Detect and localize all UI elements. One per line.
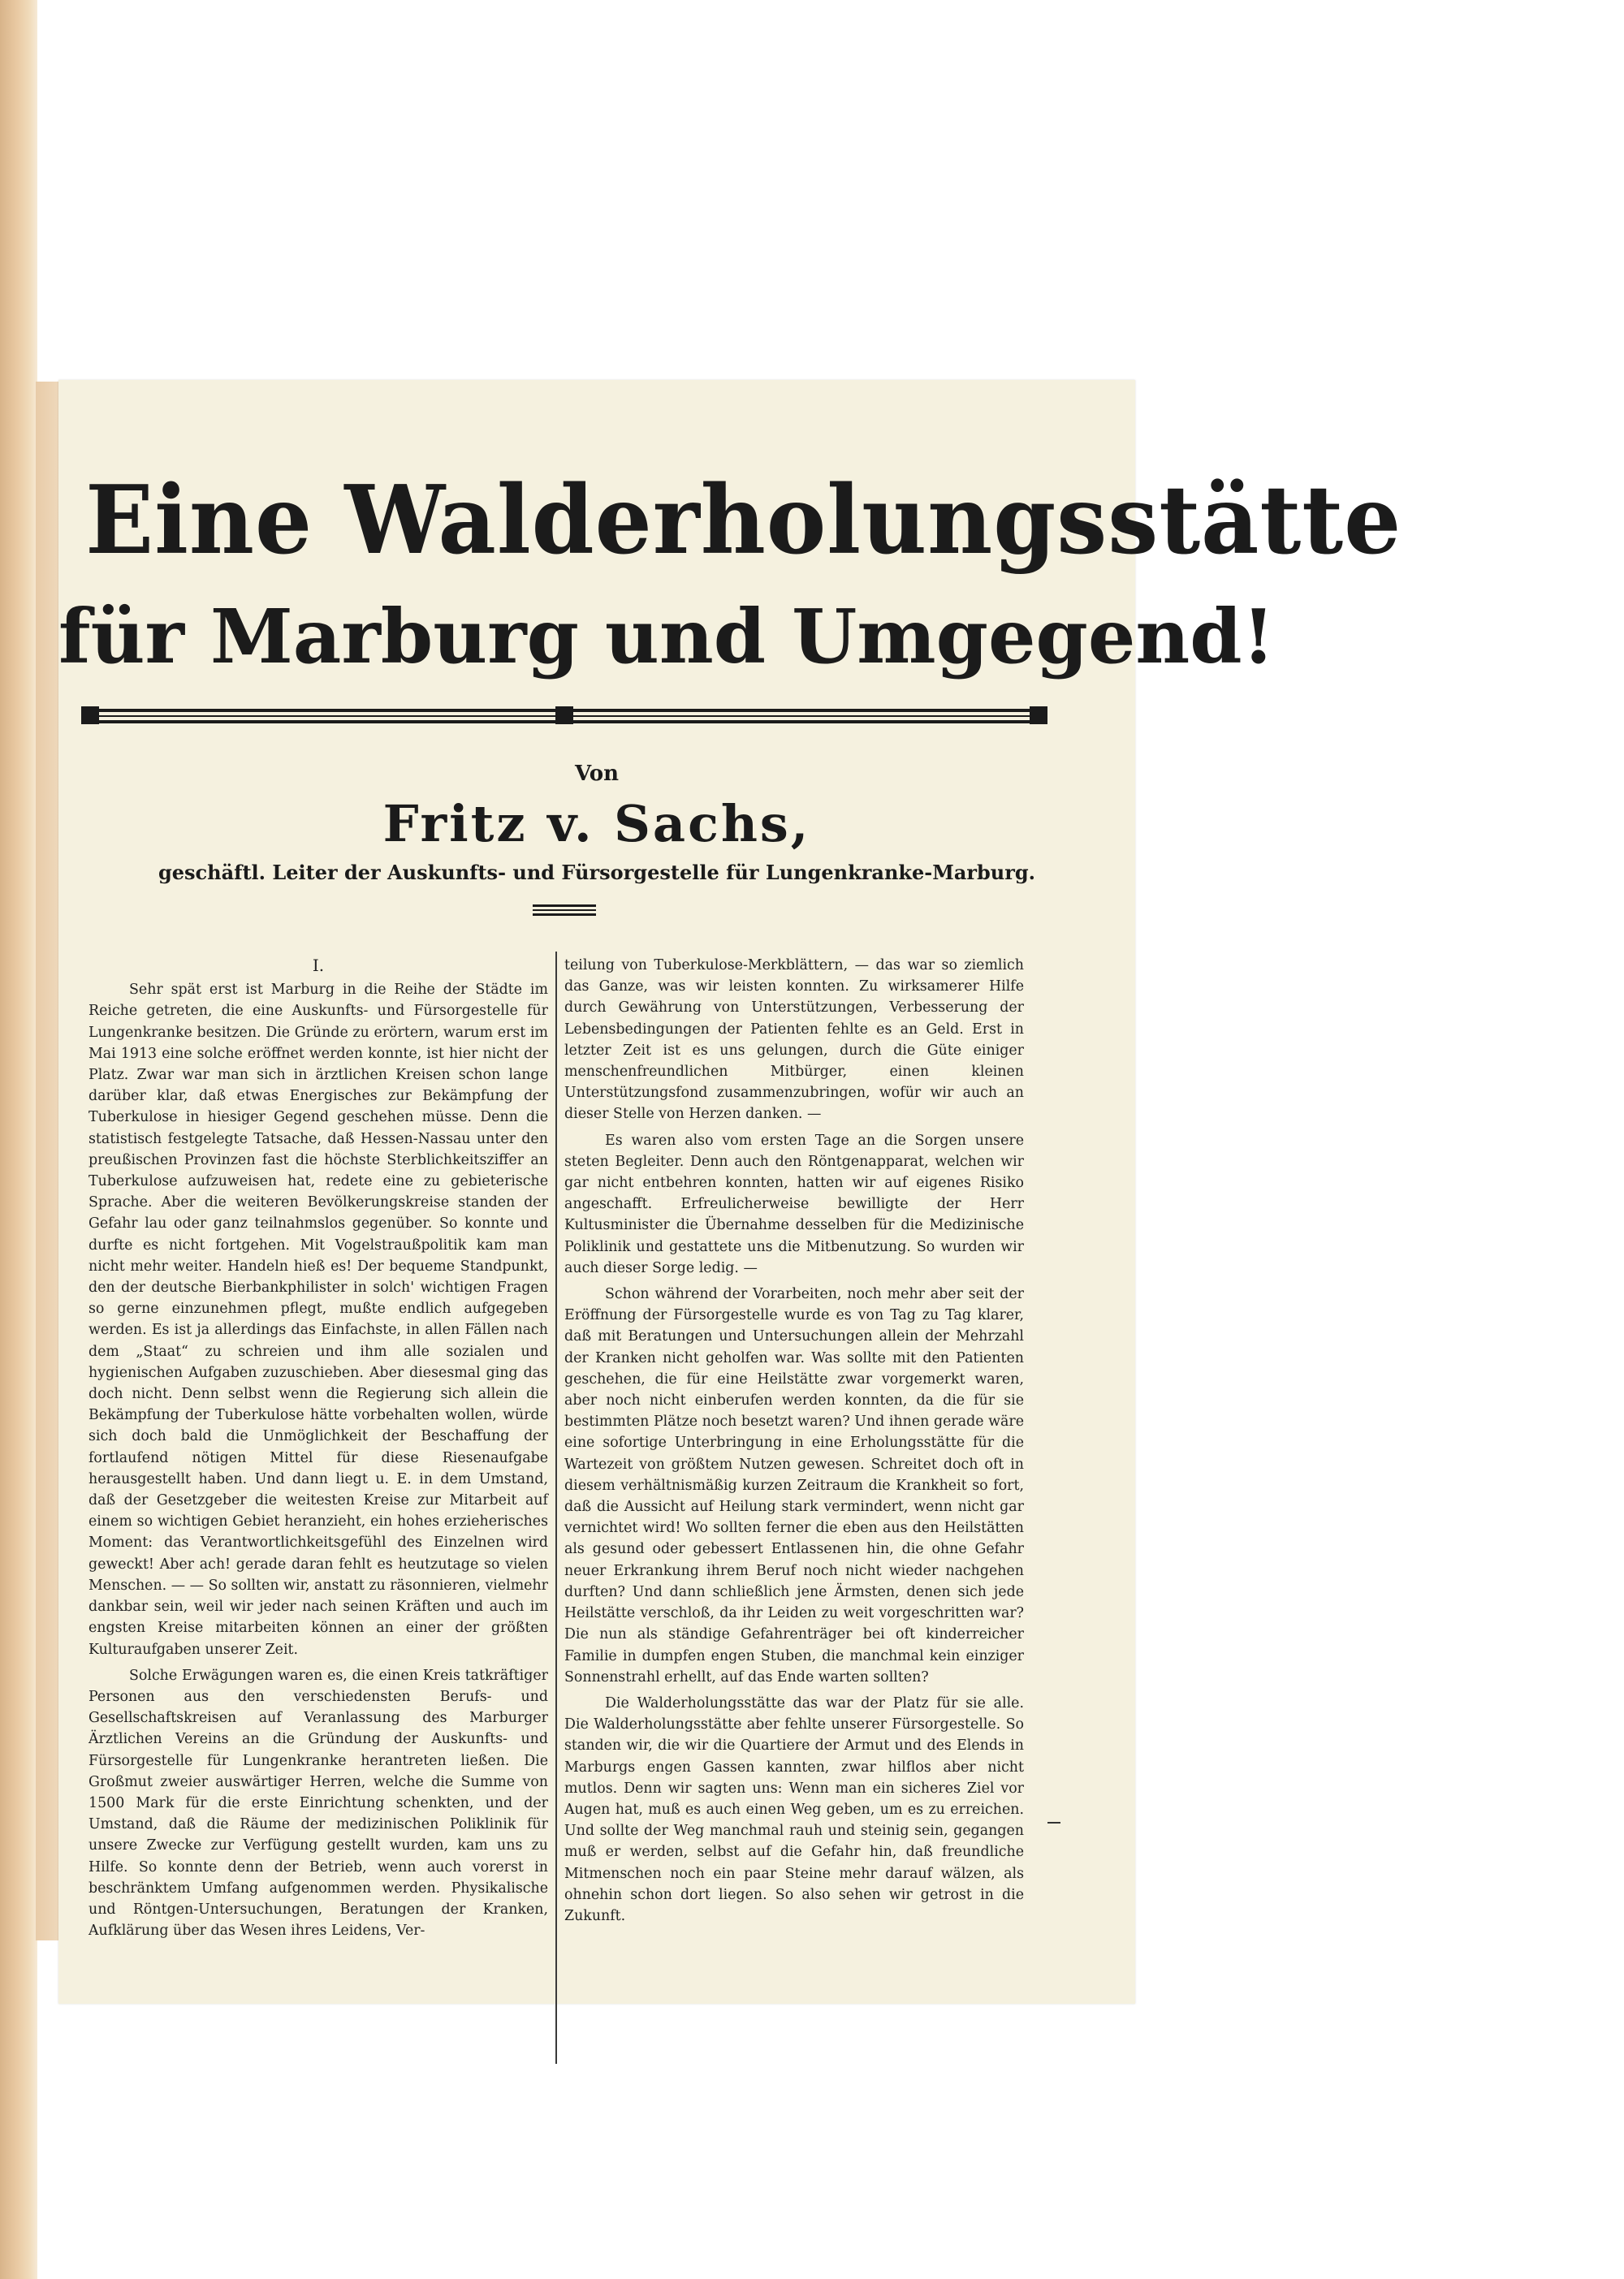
paragraph: Sehr spät erst ist Marburg in die Reihe der Städte im Reiche getreten, die eine Auskunfts- und Fürsorgestelle für Lungenkranke besitzen. Die Gründe zu erörtern, warum erst im Mai 1913 eine solche eröffnet werden konnte, ist hier nicht der Platz. Zwar war man sich in ärztlichen Kreisen schon lange darüber klar, daß etwas Energisches zur Bekämpfung der Tuberkulose in hiesiger Gegend geschehen müsse. Denn die statistisch festgelegte Tatsache, daß Hessen-Nassau unter den preußischen Provinzen fast die höchste Sterblichkeitsziffer an Tuberkulose aufzuweisen hat, redete eine zu gebieterische Sprache. Aber die weiteren Bevölkerungskreise standen der Gefahr lau oder ganz teilnahmslos gegenüber. So konnte und durfte es nicht fortgehen. Mit Vogelstraußpolitik kam man nicht mehr weiter. Handeln hieß es! Der bequeme Standpunkt, den der deutsche Bierbankphilister in solch' wichtigen Fragen so gerne einzunehmen pflegt, mußte endlich aufgegeben werden. Es ist ja allerdings das Einfachste, in allen Fällen nach dem „Staat“ zu schreien und ihm alle sozialen und hygienischen Aufgaben zuzuschieben. Aber diesesmal ging das doch nicht. Denn selbst wenn die Regierung sich allein die Bekämpfung der Tuberkulose hätte vorbehalten wollen, würde sich doch bald die Unmöglichkeit der Beschaffung der fortlaufend nötigen Mittel für diese Riesenaufgabe herausgestellt haben. Und dann liegt u. E. in dem Umstand, daß der Gesetzgeber die weitesten Kreise zur Mitarbeit auf einem so wichtigen Gebiet heranzieht, ein hohes erzieherisches Moment: das Verantwortlichkeitsgefühl des Einzelnen wird geweckt! Aber ach! gerade daran fehlt es heutzutage so vielen Menschen. — — So sollten wir, anstatt zu räsonnieren, vielmehr dankbar sein, weil wir jeder nach seinen Kräften und auch im engsten Kreise mitarbeiten können an einer der größten Kulturaufgaben unserer Zeit. — [89, 982, 548, 1658]
headline-line-1: Eine Walderholungsstätte — [85, 465, 1402, 576]
book-binding-edge — [0, 0, 37, 2279]
section-number: I. — [312, 956, 325, 975]
rule-center-block — [555, 706, 573, 724]
end-mark — [1047, 1822, 1060, 1824]
byline-ornament — [533, 904, 596, 916]
rule-end-block-left — [81, 706, 99, 724]
column-left — [89, 955, 548, 1946]
headline-line-2: für Marburg und Umgegend! — [58, 593, 1275, 680]
article-page — [58, 380, 1402, 2004]
paragraph: Die Walderholungsstätte das war der Platz für sie alle. Die Walderholungsstätte aber fehlte unserer Fürsorgestelle. So standen wir, die wir die Quartiere der Armut und des Elends in Marburgs engen Gassen kannten, zwar hilflos aber nicht mutlos. Denn wir sagten uns: Wenn man ein sicheres Ziel vor Augen hat, muß es auch einen Weg geben, um es zu erreichen. Und sollte der Weg manchmal rauh und steinig sein, gegangen muß er werden, selbst auf die Gefahr hin, daß freundliche Mitmenschen noch ein paar Steine mehr darauf wälzen, als ohnehin schon dort liegen. So also sehen wir getrost in die Zukunft. — [564, 1694, 1024, 1924]
author-name: Fritz v. Sachs, — [382, 794, 811, 853]
paragraph: Schon während der Vorarbeiten, noch mehr aber seit der Eröffnung der Fürsorgestelle wurde es von Tag zu Tag klarer, daß mit Beratungen und Untersuchungen allein der Mehrzahl der Kranken nicht geholfen war. Was sollte mit den Patienten geschehen, die für eine Heilstätte zwar vorgemerkt waren, aber noch nicht einberufen werden konnten, da die für sie bestimmten Plätze noch besetzt waren? Und ihnen gerade wäre eine sofortige Unterbringung in eine Erholungsstätte für die Wartezeit von größtem Nutzen gewesen. Schreitet doch oft in diesem verhältnismäßig kurzen Zeitraum die Krankheit so fort, daß die Aussicht auf Heilung stark vermindert, wenn nicht gar vernichtet wird! Wo sollten ferner die eben aus den Heilstätten als gesund oder gebessert Entlassenen hin, die ohne Gefahr neuer Erkrankung ihrem Beruf noch nicht wieder nachgehen durften? Und dann schließlich jene Ärmsten, denen sich jede Heilstätte verschloß, da ihr Leiden zu weit vorgeschritten war? Die nun als ständige Gefahrenträger bei oft kinderreicher Familie in dumpfen engen Stuben, die manchmal kein einziger Sonnenstrahl erhellt, auf das Ende warten sollten? — [564, 1286, 1024, 1686]
byline-von: Von — [574, 762, 620, 786]
column-divider — [555, 952, 557, 2064]
rule-end-block-right — [1030, 706, 1047, 724]
column-right — [564, 955, 1024, 1932]
paragraph: teilung von Tuberkulose-Merkblättern, — das war so ziemlich das Ganze, was wir leisten konnten. Zu wirksamerer Hilfe durch Gewährung von Unterstützungen, Verbesserung der Lebensbedingungen der Patienten fehlte es an Geld. Erst in letzter Zeit ist es uns gelungen, durch die Güte einiger menschenfreundlichen Mitbürger, einen kleinen Unterstützungsfond zusammenzubringen, wofür wir auch an dieser Stelle von Herzen danken. — — [564, 957, 1024, 1123]
paragraph: Solche Erwägungen waren es, die einen Kreis tatkräftiger Personen aus den verschiedensten Berufs- und Gesellschaftskreisen auf Veranlassung des Marburger Ärztlichen Vereins an die Gründung der Auskunfts- und Fürsorgestelle für Lungenkranke herantreten ließen. Die Großmut zweier auswärtiger Herren, welche die Summe von 1500 Mark für die erste Einrichtung schenkten, und der Umstand, daß die Räume der medizinischen Poliklinik für unsere Zwecke zur Verfügung gestellt wurden, kam uns zu Hilfe. So konnte denn der Betrieb, wenn auch vorerst in beschränktem Umfang aufgenommen werden. Physikalische und Röntgen-Untersuchungen, Beratungen der Kranken, Aufklärung über das Wesen ihres Leidens, Ver- — [89, 1667, 548, 1940]
paragraph: Es waren also vom ersten Tage an die Sorgen unsere steten Begleiter. Denn auch den Röntgenapparat, welchen wir gar nicht entbehren konnten, hatten wir auf eigenes Risiko angeschafft. Erfreulicherweise bewilligte der Herr Kultusminister die Übernahme desselben für die Medizinische Poliklinik und gestattete uns die Mitbenutzung. So wurden wir auch dieser Sorge ledig. — — [564, 1132, 1024, 1276]
ornamental-rule — [81, 705, 1047, 726]
author-affiliation: geschäftl. Leiter der Auskunfts- und Fürsorgestelle für Lungenkranke-Marburg. — [158, 861, 1036, 884]
